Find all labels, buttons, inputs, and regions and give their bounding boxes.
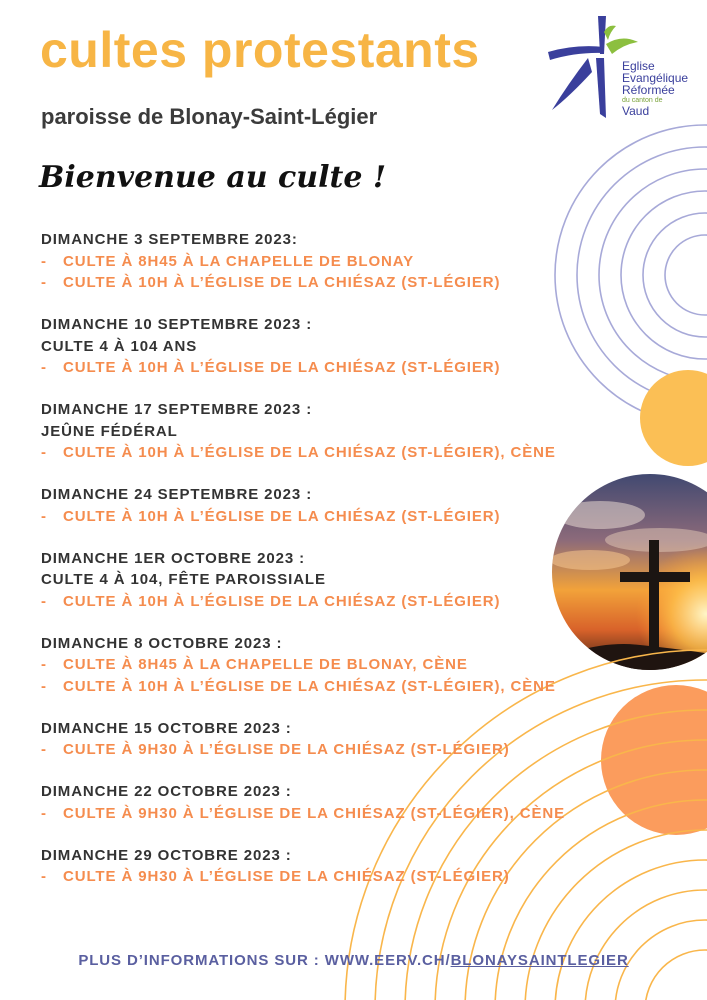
logo-line-4: du canton de	[622, 97, 663, 104]
footer-prefix: PLUS D’INFORMATIONS SUR : WWW.EERV.CH/	[78, 952, 451, 969]
service-item	[41, 506, 661, 528]
logo-line-5: Vaud	[622, 104, 650, 118]
service-text: CULTE À 10H À L’ÉGLISE DE LA CHIÉSAZ (ST-LÉGIER), CÈNE	[63, 677, 556, 695]
bullet-dash: -	[41, 507, 47, 525]
service-item	[41, 676, 661, 698]
service-item	[41, 251, 661, 273]
service-text: CULTE À 8H45 À LA CHAPELLE DE BLONAY, CÈNE	[63, 656, 468, 673]
bullet-dash: -	[41, 592, 47, 610]
bullet-dash: -	[41, 868, 47, 885]
logo-line-3: Réformée	[622, 83, 675, 97]
schedule-entry	[41, 229, 661, 294]
service-text: CULTE À 10H À L’ÉGLISE DE LA CHIÉSAZ (ST-LÉGIER)	[63, 592, 501, 610]
page-title: cultes protestants	[40, 22, 480, 78]
service-text: CULTE À 10H À L’ÉGLISE DE LA CHIÉSAZ (ST-LÉGIER), CÈNE	[63, 444, 556, 461]
service-text: CULTE À 10H À L’ÉGLISE DE LA CHIÉSAZ (ST-LÉGIER)	[63, 274, 501, 291]
service-text: CULTE À 9H30 À L’ÉGLISE DE LA CHIÉSAZ (ST-LÉGIER)	[63, 868, 510, 885]
bullet-dash: -	[41, 656, 47, 673]
schedule-entry	[41, 484, 661, 527]
entry-date: DIMANCHE 15 OCTOBRE 2023 :	[41, 719, 292, 737]
welcome-heading: Bienvenue au culte !	[39, 160, 387, 195]
entry-date: DIMANCHE 22 OCTOBRE 2023 :	[41, 783, 292, 800]
service-text: CULTE À 10H À L’ÉGLISE DE LA CHIÉSAZ (ST-LÉGIER)	[63, 507, 501, 525]
schedule-entry	[41, 314, 661, 379]
logo-line-1: Eglise	[622, 59, 655, 73]
service-item	[41, 739, 661, 761]
service-schedule	[41, 229, 661, 908]
entry-date: DIMANCHE 8 OCTOBRE 2023 :	[41, 634, 283, 652]
eerv-logo-text	[622, 60, 688, 117]
service-text: CULTE À 10H À L’ÉGLISE DE LA CHIÉSAZ (ST-LÉGIER)	[63, 359, 501, 376]
service-item	[41, 272, 661, 294]
bullet-dash: -	[41, 359, 47, 376]
service-item	[41, 591, 661, 613]
entry-note: CULTE 4 À 104, FÊTE PAROISSIALE	[41, 571, 326, 588]
entry-date: DIMANCHE 29 OCTOBRE 2023 :	[41, 846, 292, 864]
schedule-entry	[41, 633, 661, 698]
bullet-dash: -	[41, 677, 47, 695]
entry-date: DIMANCHE 1ER OCTOBRE 2023 :	[41, 549, 306, 567]
service-item	[41, 357, 661, 379]
entry-date: DIMANCHE 17 SEPTEMBRE 2023 :	[41, 401, 313, 418]
entry-date: DIMANCHE 24 SEPTEMBRE 2023 :	[41, 486, 313, 503]
schedule-entry	[41, 718, 661, 761]
service-text: CULTE À 9H30 À L’ÉGLISE DE LA CHIÉSAZ (ST-LÉGIER)	[63, 741, 510, 758]
bullet-dash: -	[41, 741, 47, 758]
footer-info	[0, 952, 707, 969]
bullet-dash: -	[41, 274, 47, 291]
bullet-dash: -	[41, 252, 47, 270]
schedule-entry	[41, 845, 661, 888]
entry-date: DIMANCHE 3 SEPTEMBRE 2023:	[41, 231, 298, 248]
service-item	[41, 654, 661, 676]
service-item	[41, 866, 661, 888]
logo-line-2: Evangélique	[622, 71, 689, 85]
service-item	[41, 803, 661, 825]
schedule-entry	[41, 781, 661, 824]
bullet-dash: -	[41, 804, 47, 822]
entry-note: JEÛNE FÉDÉRAL	[41, 422, 178, 440]
service-text: CULTE À 8H45 À LA CHAPELLE DE BLONAY	[63, 252, 415, 270]
bullet-dash: -	[41, 444, 47, 461]
entry-date: DIMANCHE 10 SEPTEMBRE 2023 :	[41, 316, 313, 333]
entry-note: CULTE 4 À 104 ANS	[41, 337, 198, 355]
footer-link[interactable]: BLONAYSAINTLEGIER	[450, 952, 629, 969]
service-text: CULTE À 9H30 À L’ÉGLISE DE LA CHIÉSAZ (ST-LÉGIER), CÈNE	[63, 804, 566, 822]
service-item	[41, 442, 661, 464]
parish-subtitle: paroisse de Blonay-Saint-Légier	[41, 104, 378, 129]
schedule-entry	[41, 548, 661, 613]
schedule-entry	[41, 399, 661, 464]
